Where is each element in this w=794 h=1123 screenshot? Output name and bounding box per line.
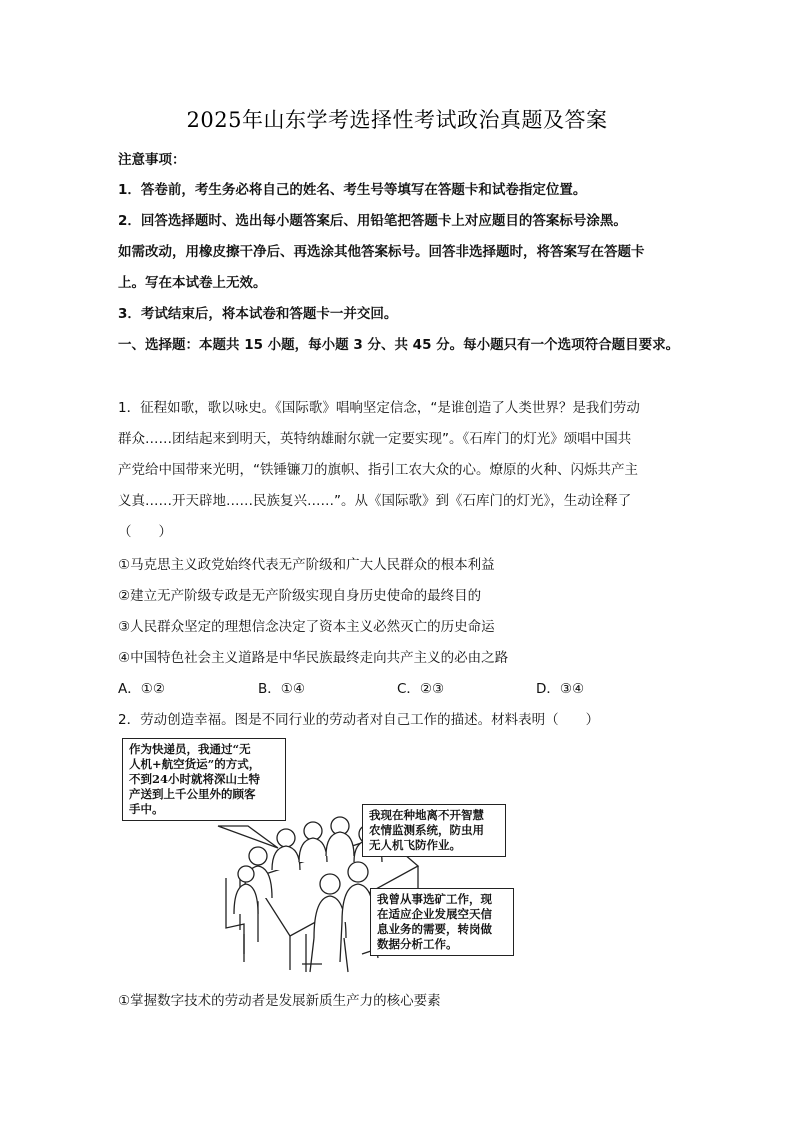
q1-option-a: A．①② bbox=[118, 681, 165, 697]
note-line: 3．考试结束后，将本试卷和答题卡一并交回。 bbox=[118, 306, 398, 322]
q1-statement: ④中国特色社会主义道路是中华民族最终走向共产主义的必由之路 bbox=[118, 650, 509, 666]
bubble-line: 在适应企业发展空天信 bbox=[377, 907, 492, 921]
q1-statement: ①马克思主义政党始终代表无产阶级和广大人民群众的根本利益 bbox=[118, 557, 495, 573]
q2-stem: 2．劳动创造幸福。图是不同行业的劳动者对自己工作的描述。材料表明（ ） bbox=[118, 712, 600, 728]
q2-figure bbox=[118, 738, 538, 978]
bubble-line: 人机+航空货运”的方式， bbox=[129, 757, 261, 771]
section-heading: 一、选择题：本题共 15 小题，每小题 3 分、共 45 分。每小题只有一个选项符合题目要求。 bbox=[118, 337, 680, 353]
bubble-line: 数据分析工作。 bbox=[377, 937, 458, 951]
page-title: 2025年山东学考选择性考试政治真题及答案 bbox=[186, 108, 608, 132]
note-line: 上。写在本试卷上无效。 bbox=[118, 275, 267, 291]
bubble-line: 息业务的需要，转岗做 bbox=[377, 922, 492, 936]
bubble-line: 手中。 bbox=[129, 802, 164, 816]
q1-answer-blank: （ ） bbox=[118, 524, 172, 540]
q1-stem-line: 产党给中国带来光明，“铁锤镰刀的旗帜、指引工农大众的心。燎原的火种、闪烁共产主 bbox=[118, 462, 638, 478]
q2-statement: ①掌握数字技术的劳动者是发展新质生产力的核心要素 bbox=[118, 993, 441, 1009]
q1-statement: ②建立无产阶级专政是无产阶级实现自身历史使命的最终目的 bbox=[118, 588, 482, 604]
farmer-speech-bubble bbox=[362, 804, 506, 857]
bubble-line: 我曾从事选矿工作，现 bbox=[377, 892, 492, 906]
bubble-line: 农情监测系统，防虫用 bbox=[369, 823, 484, 837]
q1-option-d: D．③④ bbox=[536, 681, 585, 697]
bubble-line: 我现在种地离不开智慧 bbox=[369, 808, 484, 822]
courier-speech-bubble bbox=[122, 738, 286, 821]
note-line: 1．答卷前，考生务必将自己的姓名、考生号等填写在答题卡和试卷指定位置。 bbox=[118, 182, 587, 198]
q1-stem-line: 1．征程如歌，歌以咏史。《国际歌》唱响坚定信念，“是谁创造了人类世界？是我们劳动 bbox=[118, 400, 640, 416]
notes-heading: 注意事项： bbox=[118, 152, 186, 168]
bubble-line: 不到24小时就将深山土特 bbox=[129, 772, 261, 786]
bubble-line: 产送到上千公里外的顾客 bbox=[129, 787, 256, 801]
q1-statement: ③人民群众坚定的理想信念决定了资本主义必然灭亡的历史命运 bbox=[118, 619, 495, 635]
note-line: 2．回答选择题时、选出每小题答案后、用铅笔把答题卡上对应题目的答案标号涂黑。 bbox=[118, 213, 627, 229]
note-line: 如需改动，用橡皮擦干净后、再选涂其他答案标号。回答非选择题时，将答案写在答题卡 bbox=[118, 244, 645, 260]
q1-stem-line: 义真……开天辟地……民族复兴……”。从《国际歌》到《石库门的灯光》，生动诠释了 bbox=[118, 493, 632, 509]
q1-option-b: B．①④ bbox=[258, 681, 305, 697]
bubble-line: 作为快递员，我通过“无 bbox=[129, 742, 251, 756]
q1-option-c: C．②③ bbox=[397, 681, 445, 697]
miner-speech-bubble bbox=[370, 888, 514, 956]
bubble-line: 无人机飞防作业。 bbox=[369, 838, 461, 852]
q1-stem-line: 群众……团结起来到明天，英特纳雄耐尔就一定要实现”。《石库门的灯光》颂唱中国共 bbox=[118, 431, 632, 447]
